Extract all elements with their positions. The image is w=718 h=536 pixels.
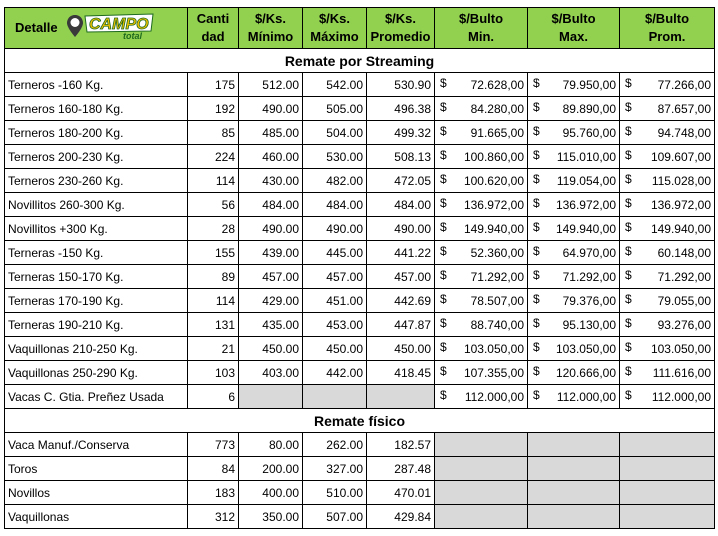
ks-prom-cell: 508.13: [367, 145, 435, 169]
bulto-min-cell-value: 107.355,00: [463, 365, 524, 380]
bulto-min-cell: [435, 265, 528, 289]
bulto-prom-cell-value: 109.607,00: [650, 149, 711, 164]
currency-symbol: $: [625, 124, 632, 138]
ks-prom-cell: 499.32: [367, 121, 435, 145]
ks-prom-cell: 484.00: [367, 193, 435, 217]
currency-symbol: $: [440, 148, 447, 162]
ks-prom-cell: 490.00: [367, 217, 435, 241]
bulto-min-cell-value: 103.050,00: [463, 341, 524, 356]
ks-prom-cell: 182.57: [367, 433, 435, 457]
bulto-min-cell: [435, 145, 528, 169]
currency-symbol: $: [625, 316, 632, 330]
bulto-min-cell-value: 84.280,00: [470, 101, 524, 116]
section-header-fisico: [5, 409, 715, 433]
campo-total-logo: [65, 11, 157, 46]
currency-symbol: $: [533, 292, 540, 306]
cantidad-cell: 131: [188, 313, 239, 337]
ks-max-cell: 450.00: [303, 337, 367, 361]
bulto-prom-empty: [620, 505, 715, 529]
table-row: [5, 265, 715, 289]
table-row: [5, 457, 715, 481]
cantidad-cell: 6: [188, 385, 239, 409]
ks-min-cell: 490.00: [239, 217, 303, 241]
row-label: Vacas C. Gtia. Preñez Usada: [5, 385, 188, 409]
currency-symbol: $: [440, 388, 447, 402]
row-label: Terneras 170-190 Kg.: [5, 289, 188, 313]
row-label: Terneras -150 Kg.: [5, 241, 188, 265]
bulto-min-cell: [435, 385, 528, 409]
ks-max-cell: 262.00: [303, 433, 367, 457]
bulto-min-empty: [435, 457, 528, 481]
currency-symbol: $: [533, 148, 540, 162]
bulto-prom-cell-value: 87.657,00: [657, 101, 711, 116]
ks-min-cell: 485.00: [239, 121, 303, 145]
currency-symbol: $: [625, 220, 632, 234]
table-row: [5, 505, 715, 529]
ks-prom-cell: 470.01: [367, 481, 435, 505]
table-row: [5, 385, 715, 409]
bulto-min-empty: [435, 481, 528, 505]
header-ks-promedio: $/Ks. Promedio: [367, 8, 435, 49]
header-bulto-max: $/Bulto Max.: [528, 8, 620, 49]
logo-subtext: total: [123, 30, 143, 41]
ks-min-cell: 435.00: [239, 313, 303, 337]
ks-max-cell: 442.00: [303, 361, 367, 385]
ks-max-cell: 542.00: [303, 73, 367, 97]
ks-prom-cell: 530.90: [367, 73, 435, 97]
row-label: Toros: [5, 457, 188, 481]
bulto-prom-cell-value: 71.292,00: [657, 269, 711, 284]
bulto-prom-cell: [620, 217, 715, 241]
bulto-max-cell: [528, 241, 620, 265]
bulto-min-cell-value: 52.360,00: [470, 245, 524, 260]
bulto-min-cell-value: 149.940,00: [463, 221, 524, 236]
bulto-prom-cell: [620, 313, 715, 337]
bulto-prom-cell: [620, 289, 715, 313]
bulto-max-cell: [528, 97, 620, 121]
bulto-max-cell-value: 112.000,00: [556, 389, 616, 404]
row-label: Terneros -160 Kg.: [5, 73, 188, 97]
cantidad-cell: 21: [188, 337, 239, 361]
currency-symbol: $: [440, 76, 447, 90]
table-row: [5, 217, 715, 241]
table-row: [5, 481, 715, 505]
header-bulto-min: $/Bulto Min.: [435, 8, 528, 49]
bulto-max-empty: [528, 481, 620, 505]
ks-prom-cell-empty: [367, 385, 435, 409]
bulto-prom-cell: [620, 169, 715, 193]
bulto-max-empty: [528, 433, 620, 457]
ks-max-cell: 451.00: [303, 289, 367, 313]
bulto-max-cell: [528, 169, 620, 193]
ks-max-cell: 510.00: [303, 481, 367, 505]
bulto-min-cell: [435, 313, 528, 337]
table-row: [5, 145, 715, 169]
ks-max-cell-empty: [303, 385, 367, 409]
ks-min-cell: 350.00: [239, 505, 303, 529]
bulto-min-empty: [435, 505, 528, 529]
table-row: [5, 289, 715, 313]
cantidad-cell: 28: [188, 217, 239, 241]
bulto-max-cell: [528, 385, 620, 409]
currency-symbol: $: [625, 196, 632, 210]
currency-symbol: $: [625, 100, 632, 114]
bulto-min-cell-value: 72.628,00: [470, 77, 524, 92]
bulto-prom-cell: [620, 361, 715, 385]
bulto-max-cell-value: 149.940,00: [555, 221, 616, 236]
ks-max-cell: 453.00: [303, 313, 367, 337]
bulto-max-empty: [528, 457, 620, 481]
bulto-min-cell-value: 78.507,00: [470, 293, 524, 308]
cantidad-cell: 155: [188, 241, 239, 265]
currency-symbol: $: [533, 100, 540, 114]
bulto-max-cell-value: 95.760,00: [562, 125, 616, 140]
header-bulto-prom: $/Bulto Prom.: [620, 8, 715, 49]
row-label: Terneros 200-230 Kg.: [5, 145, 188, 169]
campo-total-logo-icon: [65, 11, 157, 41]
header-row: [5, 8, 715, 49]
ks-min-cell: 400.00: [239, 481, 303, 505]
currency-symbol: $: [440, 364, 447, 378]
table-row: [5, 73, 715, 97]
bulto-prom-cell: [620, 337, 715, 361]
ks-min-cell: 450.00: [239, 337, 303, 361]
cantidad-cell: 183: [188, 481, 239, 505]
bulto-prom-empty: [620, 433, 715, 457]
bulto-max-cell: [528, 337, 620, 361]
currency-symbol: $: [440, 196, 447, 210]
bulto-max-cell-value: 71.292,00: [562, 269, 616, 284]
bulto-max-cell-value: 79.376,00: [562, 293, 616, 308]
row-label: Novillitos 260-300 Kg.: [5, 193, 188, 217]
currency-symbol: $: [440, 124, 447, 138]
bulto-max-cell: [528, 121, 620, 145]
cantidad-cell: 224: [188, 145, 239, 169]
currency-symbol: $: [625, 76, 632, 90]
ks-min-cell: 512.00: [239, 73, 303, 97]
currency-symbol: $: [533, 220, 540, 234]
ks-max-cell: 445.00: [303, 241, 367, 265]
bulto-prom-cell-value: 136.972,00: [650, 197, 711, 212]
currency-symbol: $: [625, 148, 632, 162]
currency-symbol: $: [533, 364, 540, 378]
cantidad-cell: 192: [188, 97, 239, 121]
ks-min-cell: 460.00: [239, 145, 303, 169]
currency-symbol: $: [440, 292, 447, 306]
bulto-prom-cell-value: 112.000,00: [651, 389, 711, 404]
bulto-max-cell: [528, 145, 620, 169]
table-row: [5, 193, 715, 217]
currency-symbol: $: [533, 316, 540, 330]
ks-min-cell: 429.00: [239, 289, 303, 313]
bulto-max-cell-value: 64.970,00: [562, 245, 616, 260]
cantidad-cell: 103: [188, 361, 239, 385]
cantidad-cell: 312: [188, 505, 239, 529]
bulto-max-cell-value: 103.050,00: [555, 341, 616, 356]
currency-symbol: $: [625, 268, 632, 282]
bulto-min-cell: [435, 169, 528, 193]
table-row: [5, 361, 715, 385]
currency-symbol: $: [533, 76, 540, 90]
ks-min-cell: 484.00: [239, 193, 303, 217]
bulto-prom-cell: [620, 73, 715, 97]
currency-symbol: $: [533, 244, 540, 258]
logo-text: CAMPO: [89, 15, 149, 33]
ks-prom-cell: 496.38: [367, 97, 435, 121]
bulto-prom-cell: [620, 385, 715, 409]
ks-max-cell: 505.00: [303, 97, 367, 121]
table-row: [5, 241, 715, 265]
section-header-streaming: [5, 49, 715, 73]
currency-symbol: $: [533, 124, 540, 138]
currency-symbol: $: [533, 196, 540, 210]
cantidad-cell: 175: [188, 73, 239, 97]
ks-max-cell: 504.00: [303, 121, 367, 145]
bulto-min-cell: [435, 361, 528, 385]
bulto-prom-cell-value: 60.148,00: [657, 245, 711, 260]
ks-max-cell: 327.00: [303, 457, 367, 481]
bulto-prom-cell-value: 103.050,00: [650, 341, 711, 356]
bulto-max-cell: [528, 265, 620, 289]
cantidad-cell: 85: [188, 121, 239, 145]
bulto-max-cell: [528, 289, 620, 313]
bulto-prom-cell-value: 115.028,00: [651, 173, 711, 188]
section-title: Remate físico: [5, 409, 715, 433]
table-row: [5, 97, 715, 121]
ks-min-cell-empty: [239, 385, 303, 409]
table-row: [5, 337, 715, 361]
bulto-max-cell-value: 95.130,00: [562, 317, 616, 332]
table-row: [5, 169, 715, 193]
bulto-max-cell-value: 120.666,00: [555, 365, 616, 380]
bulto-prom-cell-value: 93.276,00: [657, 317, 711, 332]
currency-symbol: $: [440, 172, 447, 186]
currency-symbol: $: [625, 340, 632, 354]
bulto-min-cell: [435, 193, 528, 217]
bulto-prom-cell-value: 79.055,00: [657, 293, 711, 308]
currency-symbol: $: [440, 340, 447, 354]
bulto-min-cell: [435, 337, 528, 361]
row-label: Vaquillonas 250-290 Kg.: [5, 361, 188, 385]
row-label: Vaquillonas 210-250 Kg.: [5, 337, 188, 361]
bulto-prom-cell: [620, 97, 715, 121]
bulto-min-cell-value: 136.972,00: [463, 197, 524, 212]
ks-min-cell: 80.00: [239, 433, 303, 457]
currency-symbol: $: [625, 292, 632, 306]
row-label: Novillos: [5, 481, 188, 505]
ks-max-cell: 530.00: [303, 145, 367, 169]
bulto-prom-empty: [620, 481, 715, 505]
header-detalle: [5, 8, 188, 49]
bulto-prom-cell-value: 94.748,00: [657, 125, 711, 140]
bulto-max-cell: [528, 217, 620, 241]
currency-symbol: $: [625, 364, 632, 378]
row-label: Terneras 190-210 Kg.: [5, 313, 188, 337]
currency-symbol: $: [533, 268, 540, 282]
row-label: Terneros 160-180 Kg.: [5, 97, 188, 121]
currency-symbol: $: [440, 244, 447, 258]
ks-prom-cell: 447.87: [367, 313, 435, 337]
bulto-max-cell: [528, 73, 620, 97]
bulto-min-cell-value: 88.740,00: [470, 317, 524, 332]
row-label: Terneros 180-200 Kg.: [5, 121, 188, 145]
ks-prom-cell: 418.45: [367, 361, 435, 385]
ks-prom-cell: 287.48: [367, 457, 435, 481]
bulto-min-cell: [435, 97, 528, 121]
bulto-max-cell-value: 119.054,00: [556, 173, 616, 188]
currency-symbol: $: [625, 172, 632, 186]
table-row: [5, 433, 715, 457]
bulto-prom-cell-value: 77.266,00: [657, 77, 711, 92]
cantidad-cell: 114: [188, 169, 239, 193]
section-title: Remate por Streaming: [5, 49, 715, 73]
ks-min-cell: 490.00: [239, 97, 303, 121]
bulto-prom-cell: [620, 145, 715, 169]
ks-min-cell: 430.00: [239, 169, 303, 193]
bulto-max-cell-value: 115.010,00: [556, 149, 616, 164]
header-detalle-label: Detalle: [15, 19, 58, 35]
row-label: Vaca Manuf./Conserva: [5, 433, 188, 457]
bulto-min-cell: [435, 289, 528, 313]
ks-min-cell: 439.00: [239, 241, 303, 265]
bulto-min-cell: [435, 241, 528, 265]
bulto-min-cell-value: 100.620,00: [463, 173, 524, 188]
bulto-min-cell: [435, 121, 528, 145]
bulto-max-cell: [528, 193, 620, 217]
bulto-min-cell: [435, 73, 528, 97]
currency-symbol: $: [533, 340, 540, 354]
cantidad-cell: 84: [188, 457, 239, 481]
header-ks-minimo: $/Ks. Mínimo: [239, 8, 303, 49]
bulto-prom-empty: [620, 457, 715, 481]
currency-symbol: $: [625, 388, 632, 402]
bulto-min-cell-value: 71.292,00: [470, 269, 524, 284]
bulto-max-empty: [528, 505, 620, 529]
ks-max-cell: 490.00: [303, 217, 367, 241]
cantidad-cell: 114: [188, 289, 239, 313]
ks-min-cell: 457.00: [239, 265, 303, 289]
ks-prom-cell: 429.84: [367, 505, 435, 529]
bulto-min-cell-value: 100.860,00: [463, 149, 524, 164]
currency-symbol: $: [440, 268, 447, 282]
currency-symbol: $: [440, 316, 447, 330]
bulto-min-cell-value: 91.665,00: [470, 125, 524, 140]
bulto-max-cell-value: 136.972,00: [555, 197, 616, 212]
row-label: Terneras 150-170 Kg.: [5, 265, 188, 289]
cantidad-cell: 773: [188, 433, 239, 457]
bulto-prom-cell: [620, 265, 715, 289]
ks-max-cell: 457.00: [303, 265, 367, 289]
bulto-prom-cell-value: 111.616,00: [652, 365, 711, 380]
currency-symbol: $: [533, 172, 540, 186]
bulto-max-cell: [528, 361, 620, 385]
bulto-prom-cell: [620, 241, 715, 265]
bulto-min-cell-value: 112.000,00: [464, 389, 524, 404]
ks-max-cell: 484.00: [303, 193, 367, 217]
bulto-prom-cell: [620, 193, 715, 217]
ks-prom-cell: 450.00: [367, 337, 435, 361]
header-ks-maximo: $/Ks. Máximo: [303, 8, 367, 49]
row-label: Novillitos +300 Kg.: [5, 217, 188, 241]
cantidad-cell: 56: [188, 193, 239, 217]
bulto-max-cell-value: 89.890,00: [562, 101, 616, 116]
bulto-max-cell: [528, 313, 620, 337]
ks-max-cell: 482.00: [303, 169, 367, 193]
ks-prom-cell: 472.05: [367, 169, 435, 193]
bulto-prom-cell-value: 149.940,00: [650, 221, 711, 236]
bulto-max-cell-value: 79.950,00: [562, 77, 616, 92]
ks-prom-cell: 441.22: [367, 241, 435, 265]
bulto-min-cell: [435, 217, 528, 241]
price-table: [4, 7, 715, 529]
header-cantidad: Canti dad: [188, 8, 239, 49]
ks-prom-cell: 442.69: [367, 289, 435, 313]
ks-prom-cell: 457.00: [367, 265, 435, 289]
currency-symbol: $: [440, 220, 447, 234]
ks-min-cell: 200.00: [239, 457, 303, 481]
bulto-min-empty: [435, 433, 528, 457]
row-label: Vaquillonas: [5, 505, 188, 529]
ks-min-cell: 403.00: [239, 361, 303, 385]
ks-max-cell: 507.00: [303, 505, 367, 529]
cantidad-cell: 89: [188, 265, 239, 289]
currency-symbol: $: [625, 244, 632, 258]
bulto-prom-cell: [620, 121, 715, 145]
table-row: [5, 121, 715, 145]
table-row: [5, 313, 715, 337]
row-label: Terneros 230-260 Kg.: [5, 169, 188, 193]
currency-symbol: $: [533, 388, 540, 402]
currency-symbol: $: [440, 100, 447, 114]
